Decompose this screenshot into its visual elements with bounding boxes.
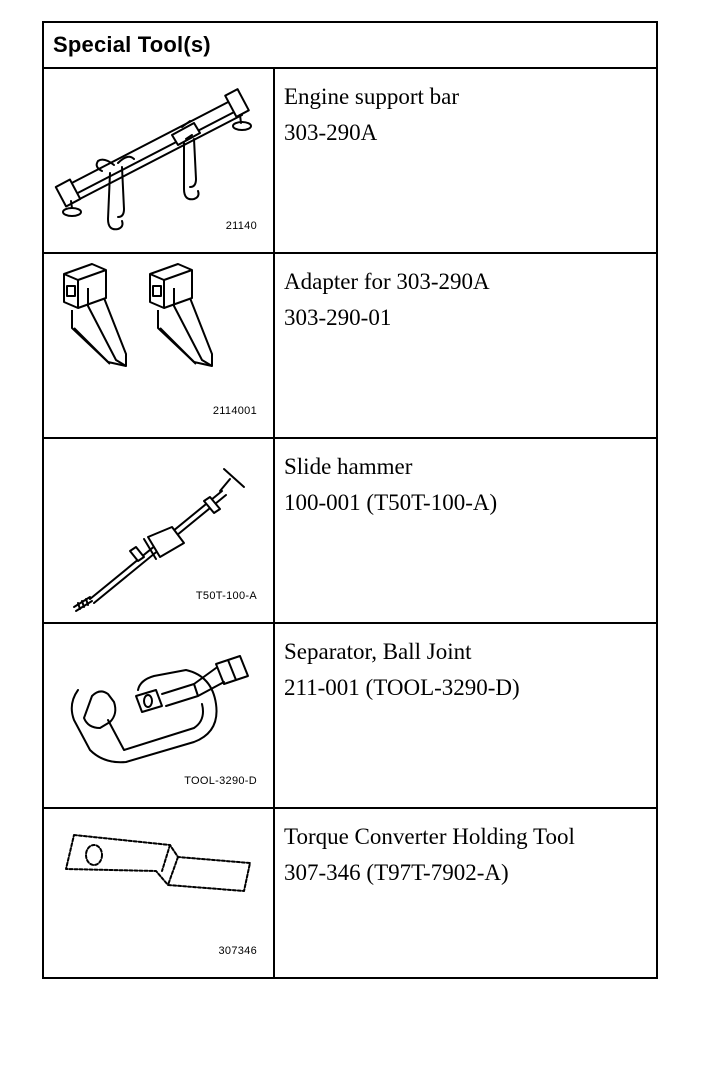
- description-cell: [275, 809, 656, 977]
- illustration-cell: [44, 439, 275, 622]
- tool-row: [44, 69, 656, 254]
- illustration-code: T50T-100-A: [195, 590, 257, 602]
- tool-row: [44, 624, 656, 809]
- tool-name: Adapter for 303-290A: [284, 269, 490, 294]
- description-cell: [275, 69, 656, 252]
- description-cell: [275, 624, 656, 807]
- tool-name: Separator, Ball Joint: [284, 639, 472, 664]
- tool-part-number: 100-001 (T50T-100-A): [284, 490, 498, 515]
- illustration-code: TOOL-3290-D: [184, 775, 257, 787]
- illustration-cell: [44, 809, 275, 977]
- tool-part-number: 303-290A: [284, 120, 378, 145]
- table-header: [44, 23, 656, 69]
- description-cell: [275, 439, 656, 622]
- table-title: Special Tool(s): [53, 32, 211, 57]
- illustration-cell: [44, 624, 275, 807]
- illustration-cell: [44, 69, 275, 252]
- tool-row: [44, 254, 656, 439]
- tool-part-number: 303-290-01: [284, 305, 392, 330]
- tool-name: Slide hammer: [284, 454, 413, 479]
- tool-name: Torque Converter Holding Tool: [284, 824, 575, 849]
- illustration-code: 21140: [225, 220, 257, 232]
- illustration-code: 2114001: [212, 405, 257, 417]
- tool-name: Engine support bar: [284, 84, 460, 109]
- tool-part-number: 307-346 (T97T-7902-A): [284, 860, 509, 885]
- description-cell: [275, 254, 656, 437]
- special-tools-table: [42, 21, 658, 979]
- illustration-cell: [44, 254, 275, 437]
- illustration-code: 307346: [218, 945, 257, 957]
- tool-part-number: 211-001 (TOOL-3290-D): [284, 675, 520, 700]
- tool-row: [44, 809, 656, 977]
- tool-row: [44, 439, 656, 624]
